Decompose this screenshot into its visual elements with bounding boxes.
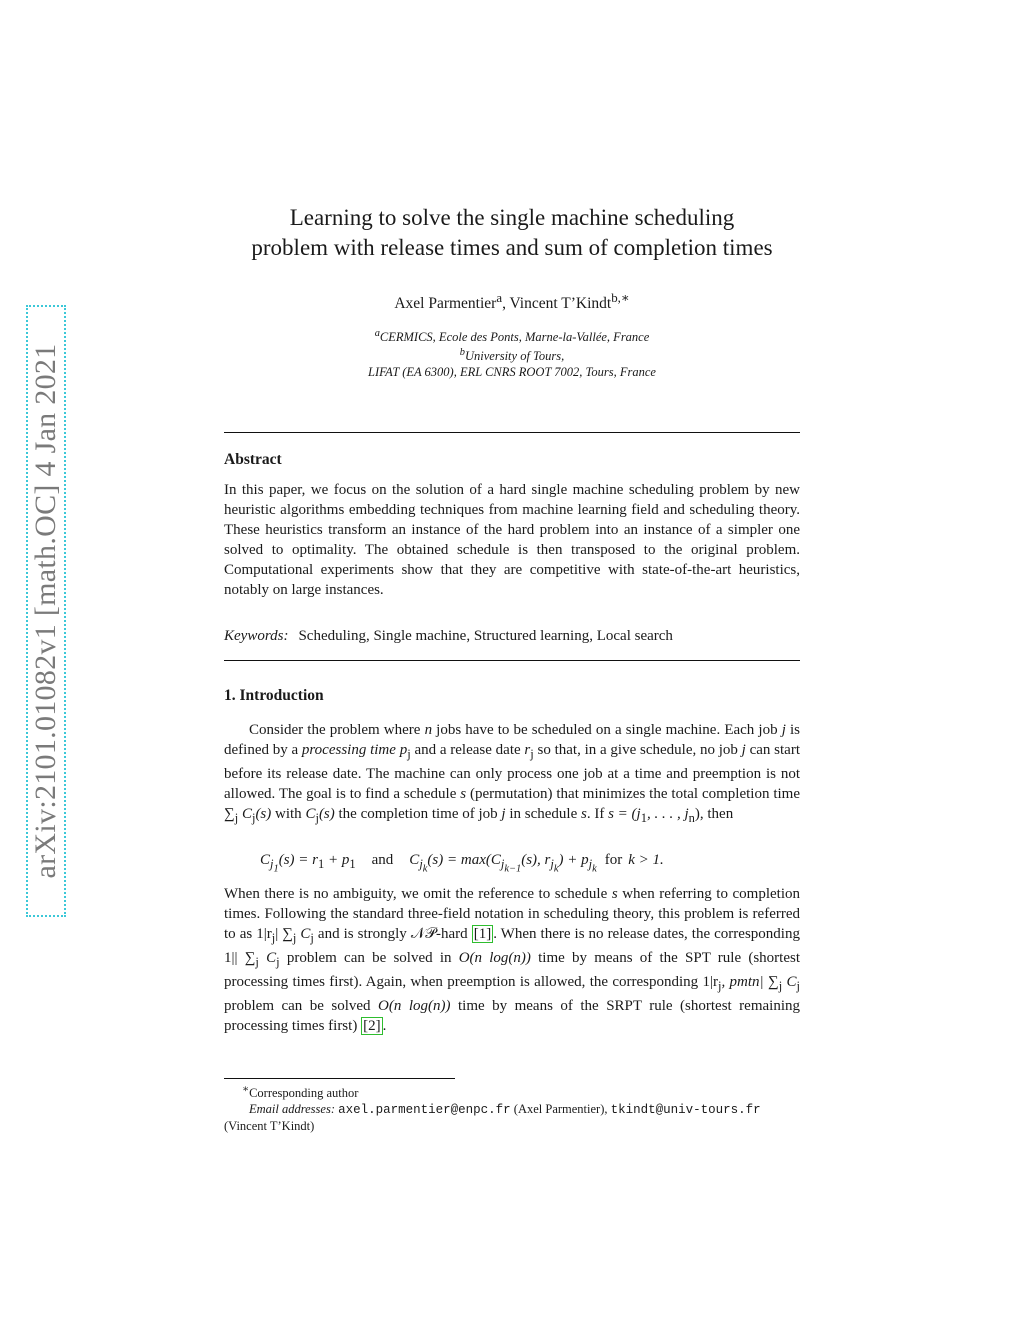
- paper-title: [224, 203, 800, 263]
- author-1-affil-mark: a: [496, 290, 503, 305]
- arxiv-identifier-stamp: [26, 305, 66, 917]
- keywords-list: Scheduling, Single machine, Structured learning, Local search: [298, 628, 673, 644]
- intro-paragraph-1: Consider the problem where n jobs have to be scheduled on a single machine. Each job j is defined by a processing time $p_j$ and a release date $r_j$ so that, in a give schedule, no job j can start before its release date. The machine can only process one job at a time and preemption is not allowed. The goal is to find a schedule s (permutation) that minimizes the total completion time $\sum_j$ $C_j(s)$ with $C_j(s)$ the completion time of job j in schedule s. If $s = (j_1$, . . . , $j_n$), then: [224, 722, 801, 825]
- keywords-line: [224, 628, 800, 645]
- affiliations: [224, 326, 800, 380]
- author-2-affil-mark: b,∗: [611, 290, 630, 305]
- affiliation-b-text: University of Tours,: [465, 349, 565, 364]
- affiliation-b-mark: b: [459, 347, 465, 359]
- affiliation-a-text: CERMICS, Ecole des Ponts, Marne-la-Vallée, France: [379, 330, 650, 345]
- title-line-1: Learning to solve the single machine scheduling: [289, 205, 735, 230]
- footnote-emails: Email addresses: axel.parmentier@enpc.fr (Axel Parmentier), tkindt@univ-tours.fr: [249, 1102, 761, 1118]
- abstract-text: In this paper, we focus on the solution of a hard single machine scheduling problem by new heuristic algorithms embedding techniques from machine learning field and scheduling theory. These heuristics transform an instance of the hard problem into an instance of a simpler one solved to optimality. The obtained schedule is then transposed to the original problem. Computational experiments show that they are competitive with state-of-the-art heuristics, notably on large instances.: [224, 482, 800, 598]
- author-2-name: Vincent T’Kindt: [509, 295, 612, 313]
- email-link-tkindt[interactable]: tkindt@univ-tours.fr: [610, 1103, 761, 1118]
- intro-paragraph-2: When there is no ambiguity, we omit the reference to schedule s when referring to completion times. Following the standard three-field notation in scheduling theory, this problem is referred to as $1|r_j|$ $\sum_j$ $C_j$ and is strongly 𝒩𝒫-hard [1] . When there is no release dates, the corresponding 1|| $\sum_j$ $C_j$ problem can be solved in O(n log(n)) time by means of the SPT rule (shortest processing times first). Again, when preemption is allowed, the corresponding $1|r_j$, pmtn| $\sum_j$ $C_j$ problem can be solved O(n log(n)) time by means of the SRPT rule (shortest remaining processing times first) [2] .: [224, 886, 801, 1034]
- affiliation-b-line-2: LIFAT (EA 6300), ERL CNRS ROOT 7002, Tours, France: [368, 365, 656, 380]
- email-link-parmentier[interactable]: axel.parmentier@enpc.fr: [338, 1103, 511, 1118]
- abstract-top-rule: [224, 432, 800, 433]
- footnote-rule: [224, 1078, 455, 1079]
- keywords-label: Keywords:: [224, 628, 289, 644]
- abstract-bottom-rule: [224, 660, 800, 661]
- author-1-name: Axel Parmentier: [394, 295, 497, 313]
- footnote: [224, 1082, 800, 1134]
- author-list: [224, 290, 800, 313]
- arxiv-identifier-text: arXiv:2101.01082v1 [math.OC] 4 Jan 2021: [29, 343, 62, 879]
- citation-1-link[interactable]: [1]: [473, 926, 492, 942]
- section-heading-introduction: 1. Introduction: [224, 687, 324, 704]
- footnote-corresponding: ∗Corresponding author: [242, 1084, 359, 1101]
- affiliation-b: [224, 345, 800, 364]
- abstract-heading: Abstract: [224, 451, 282, 468]
- completion-time-equation: $C_{j_1}(s) = r_1 + p_1$ and $C_{j_k}(s) = \max(C_{j_{k-1}}(s)$, $r_{j_k}) + p_{j_k}for$ k > 1.: [260, 852, 664, 875]
- citation-2-link[interactable]: [2]: [363, 1018, 381, 1034]
- footnote-name-2: (Vincent T’Kindt): [224, 1119, 315, 1134]
- title-line-2: problem with release times and sum of completion times: [251, 235, 773, 260]
- author-separator: ,: [502, 295, 510, 313]
- affiliation-a-mark: a: [374, 328, 380, 339]
- affiliation-a: [224, 326, 800, 345]
